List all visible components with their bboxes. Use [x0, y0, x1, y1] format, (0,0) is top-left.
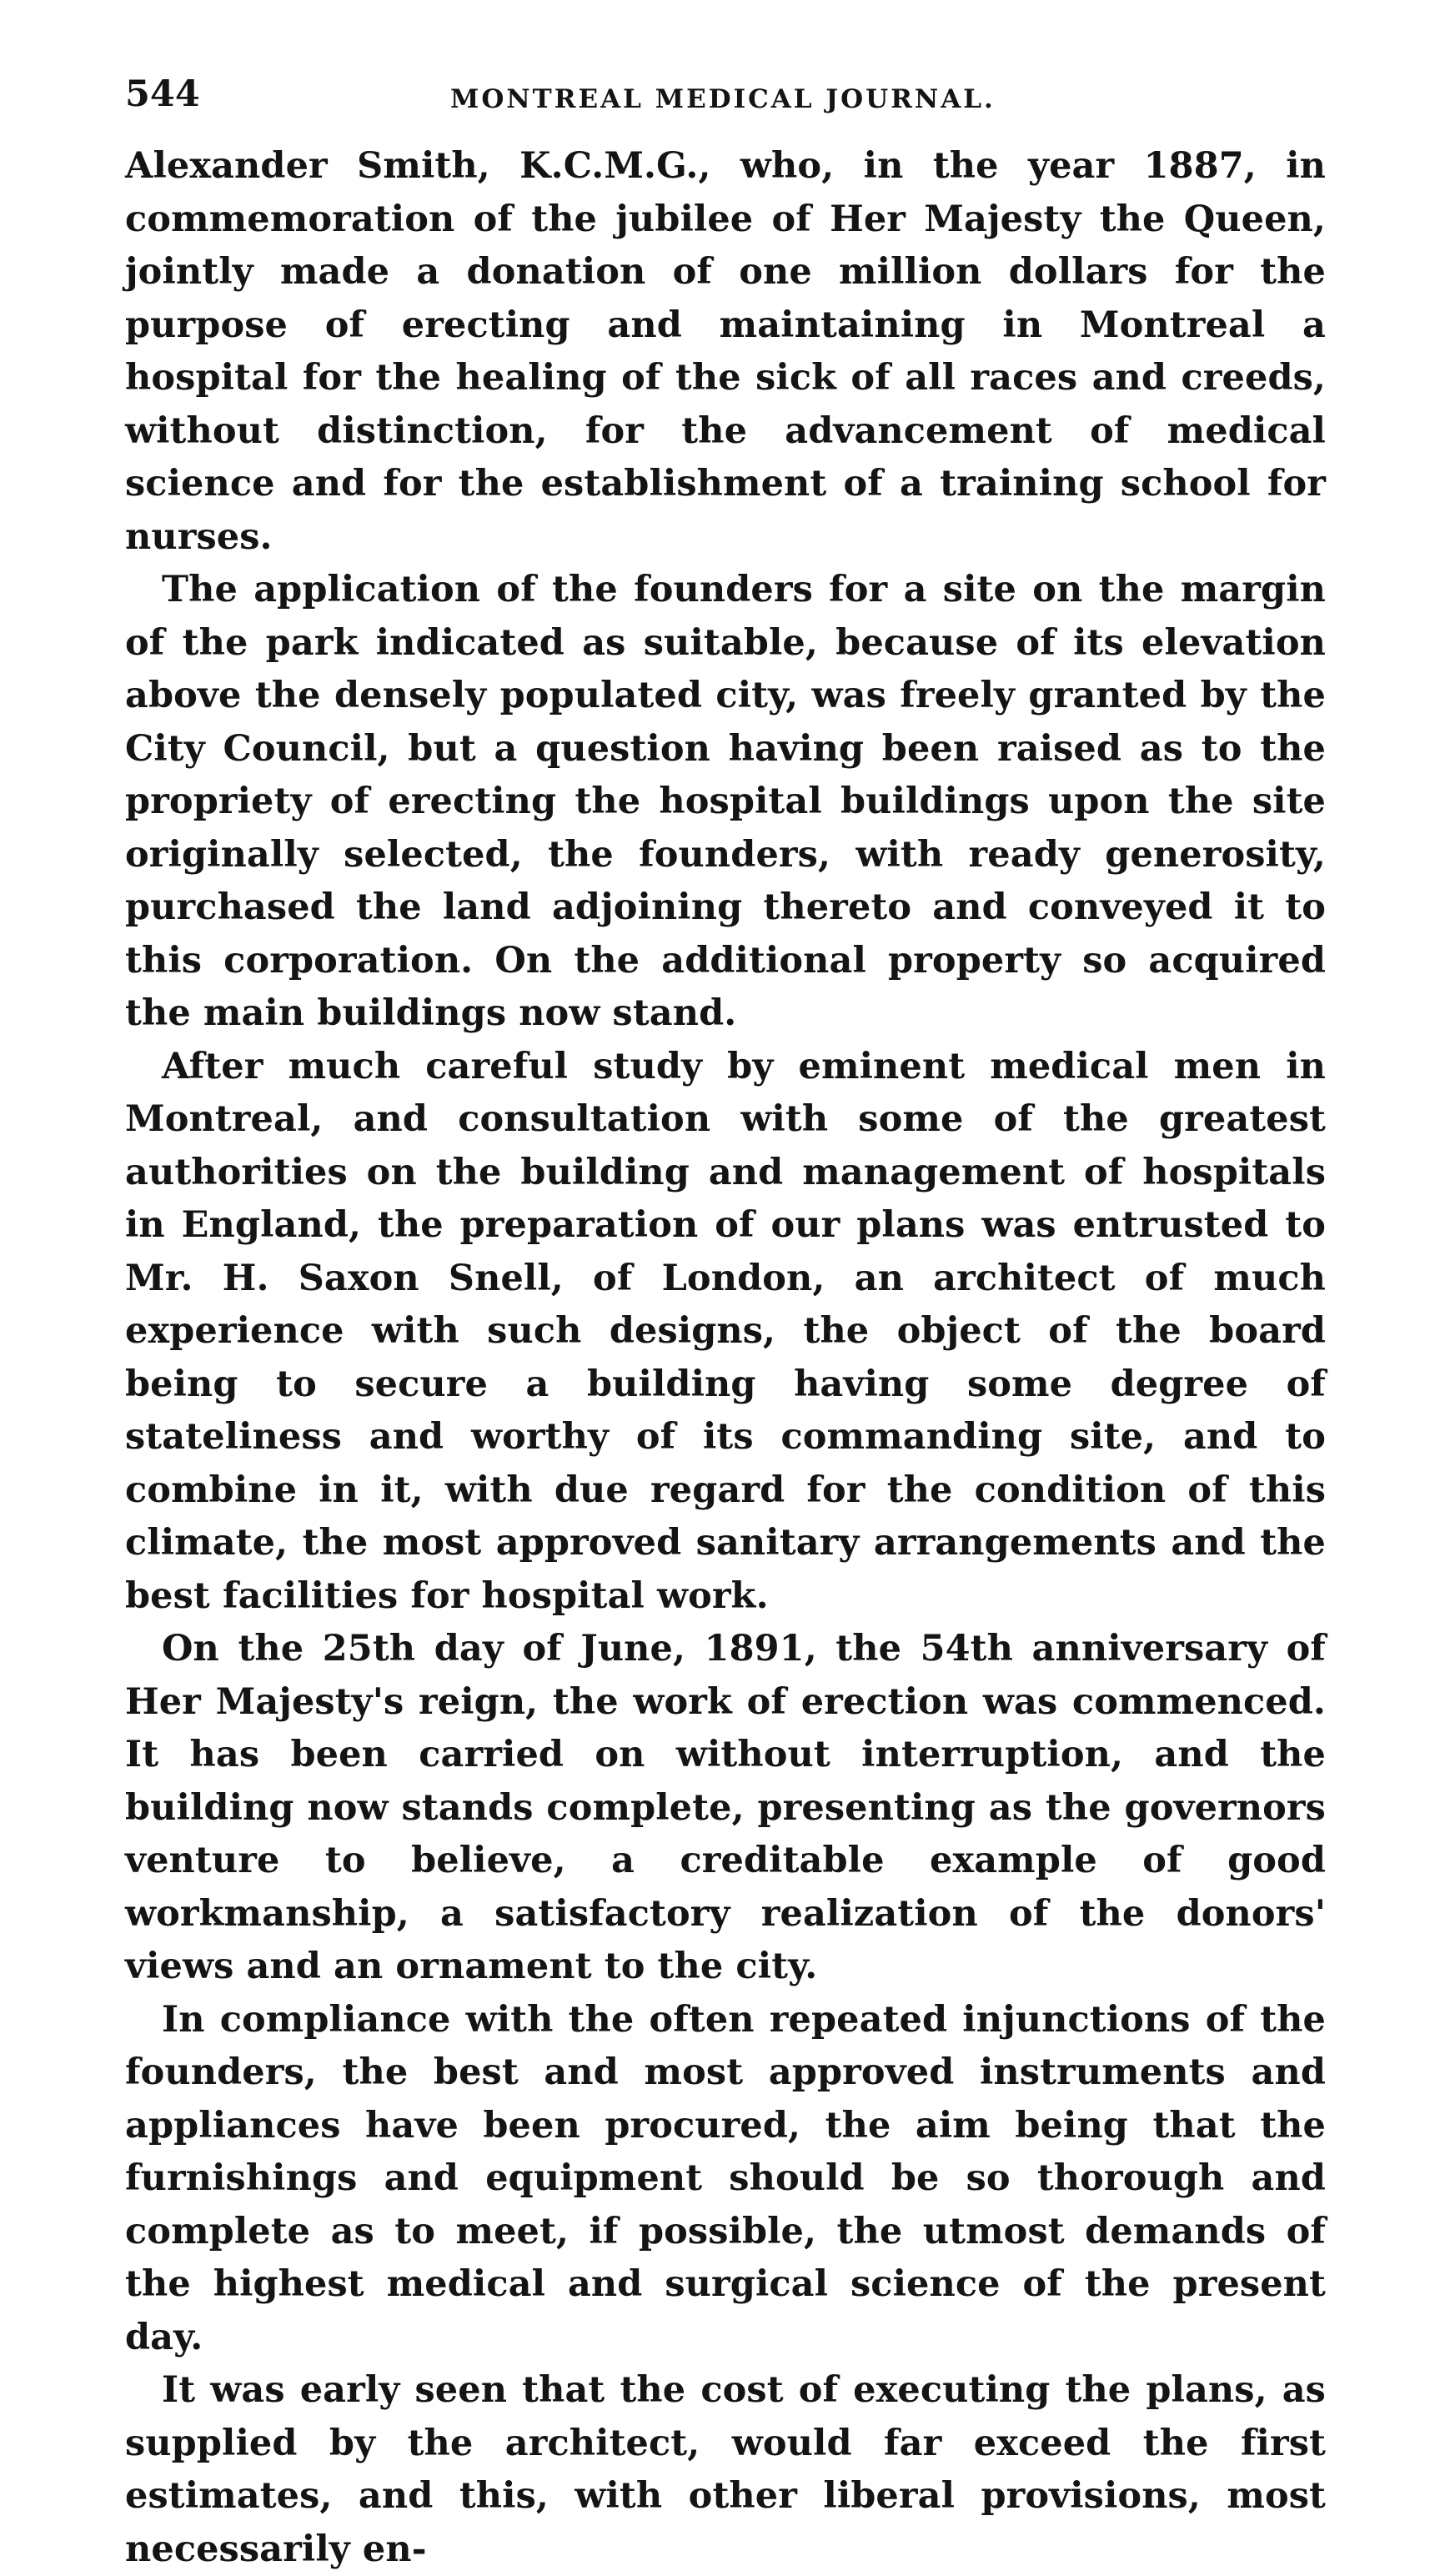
- paragraph-equipment: In compliance with the often repeated injunctions of the founders, the best and most approved instruments and appliances have been procured, the aim being that the furnishings and equipment should be so thorough and complete as to meet, if possible, the utmost demands of the highest medical and surgical science of the present day.: [125, 1998, 1326, 2358]
- paragraph-site: The application of the founders for a site on the margin of the park indicated as suitable, because of its elevation above the densely populated city, was freely granted by the City Council, but a question having been raised as to the propriety of erecting the hospital buildings upon the site originally selected, the founders, with ready generosity, purchased the land adjoining thereto and conveyed it to this corporation. On the additional property so acquired the main buildings now stand.: [125, 569, 1326, 1034]
- page-number: 544: [125, 73, 200, 115]
- paragraph-continued-donation: Alexander Smith, K.C.M.G., who, in the year 1887, in commemoration of the jubilee of Her Majesty the Queen, jointly made a donation of one million dollars for the purpose of erecting and maintaining in Montreal a hospital for the healing of the sick of all races and creeds, without distinction, for the advancement of medical science and for the establishment of a training school for nurses.: [125, 145, 1326, 558]
- journal-title: MONTREAL MEDICAL JOURNAL.: [450, 84, 996, 114]
- running-head: [125, 73, 1326, 130]
- paragraph-cost: It was early seen that the cost of executing the plans, as supplied by the architect, would far exceed the first estimates, and this, with other liberal provisions, most necessarily en-: [125, 2369, 1326, 2570]
- body-text: [125, 140, 1326, 2576]
- paragraph-plans: After much careful study by eminent medical men in Montreal, and consultation with some of the greatest authorities on the building and management of hospitals in England, the preparation of our plans was entrusted to Mr. H. Saxon Snell, of London, an architect of much experience with such designs, the object of the board being to secure a building having some degree of stateliness and worthy of its commanding site, and to combine in it, with due regard for the condition of this climate, the most approved sanitary arrangements and the best facilities for hospital work.: [125, 1045, 1326, 1617]
- journal-page: [125, 73, 1326, 2576]
- paragraph-erection: On the 25th day of June, 1891, the 54th anniversary of Her Majesty's reign, the work of erection was commenced. It has been carried on without interruption, and the building now stands complete, presenting as the governors venture to believe, a creditable example of good workmanship, a satisfactory realization of the donors' views and an ornament to the city.: [125, 1628, 1326, 1987]
